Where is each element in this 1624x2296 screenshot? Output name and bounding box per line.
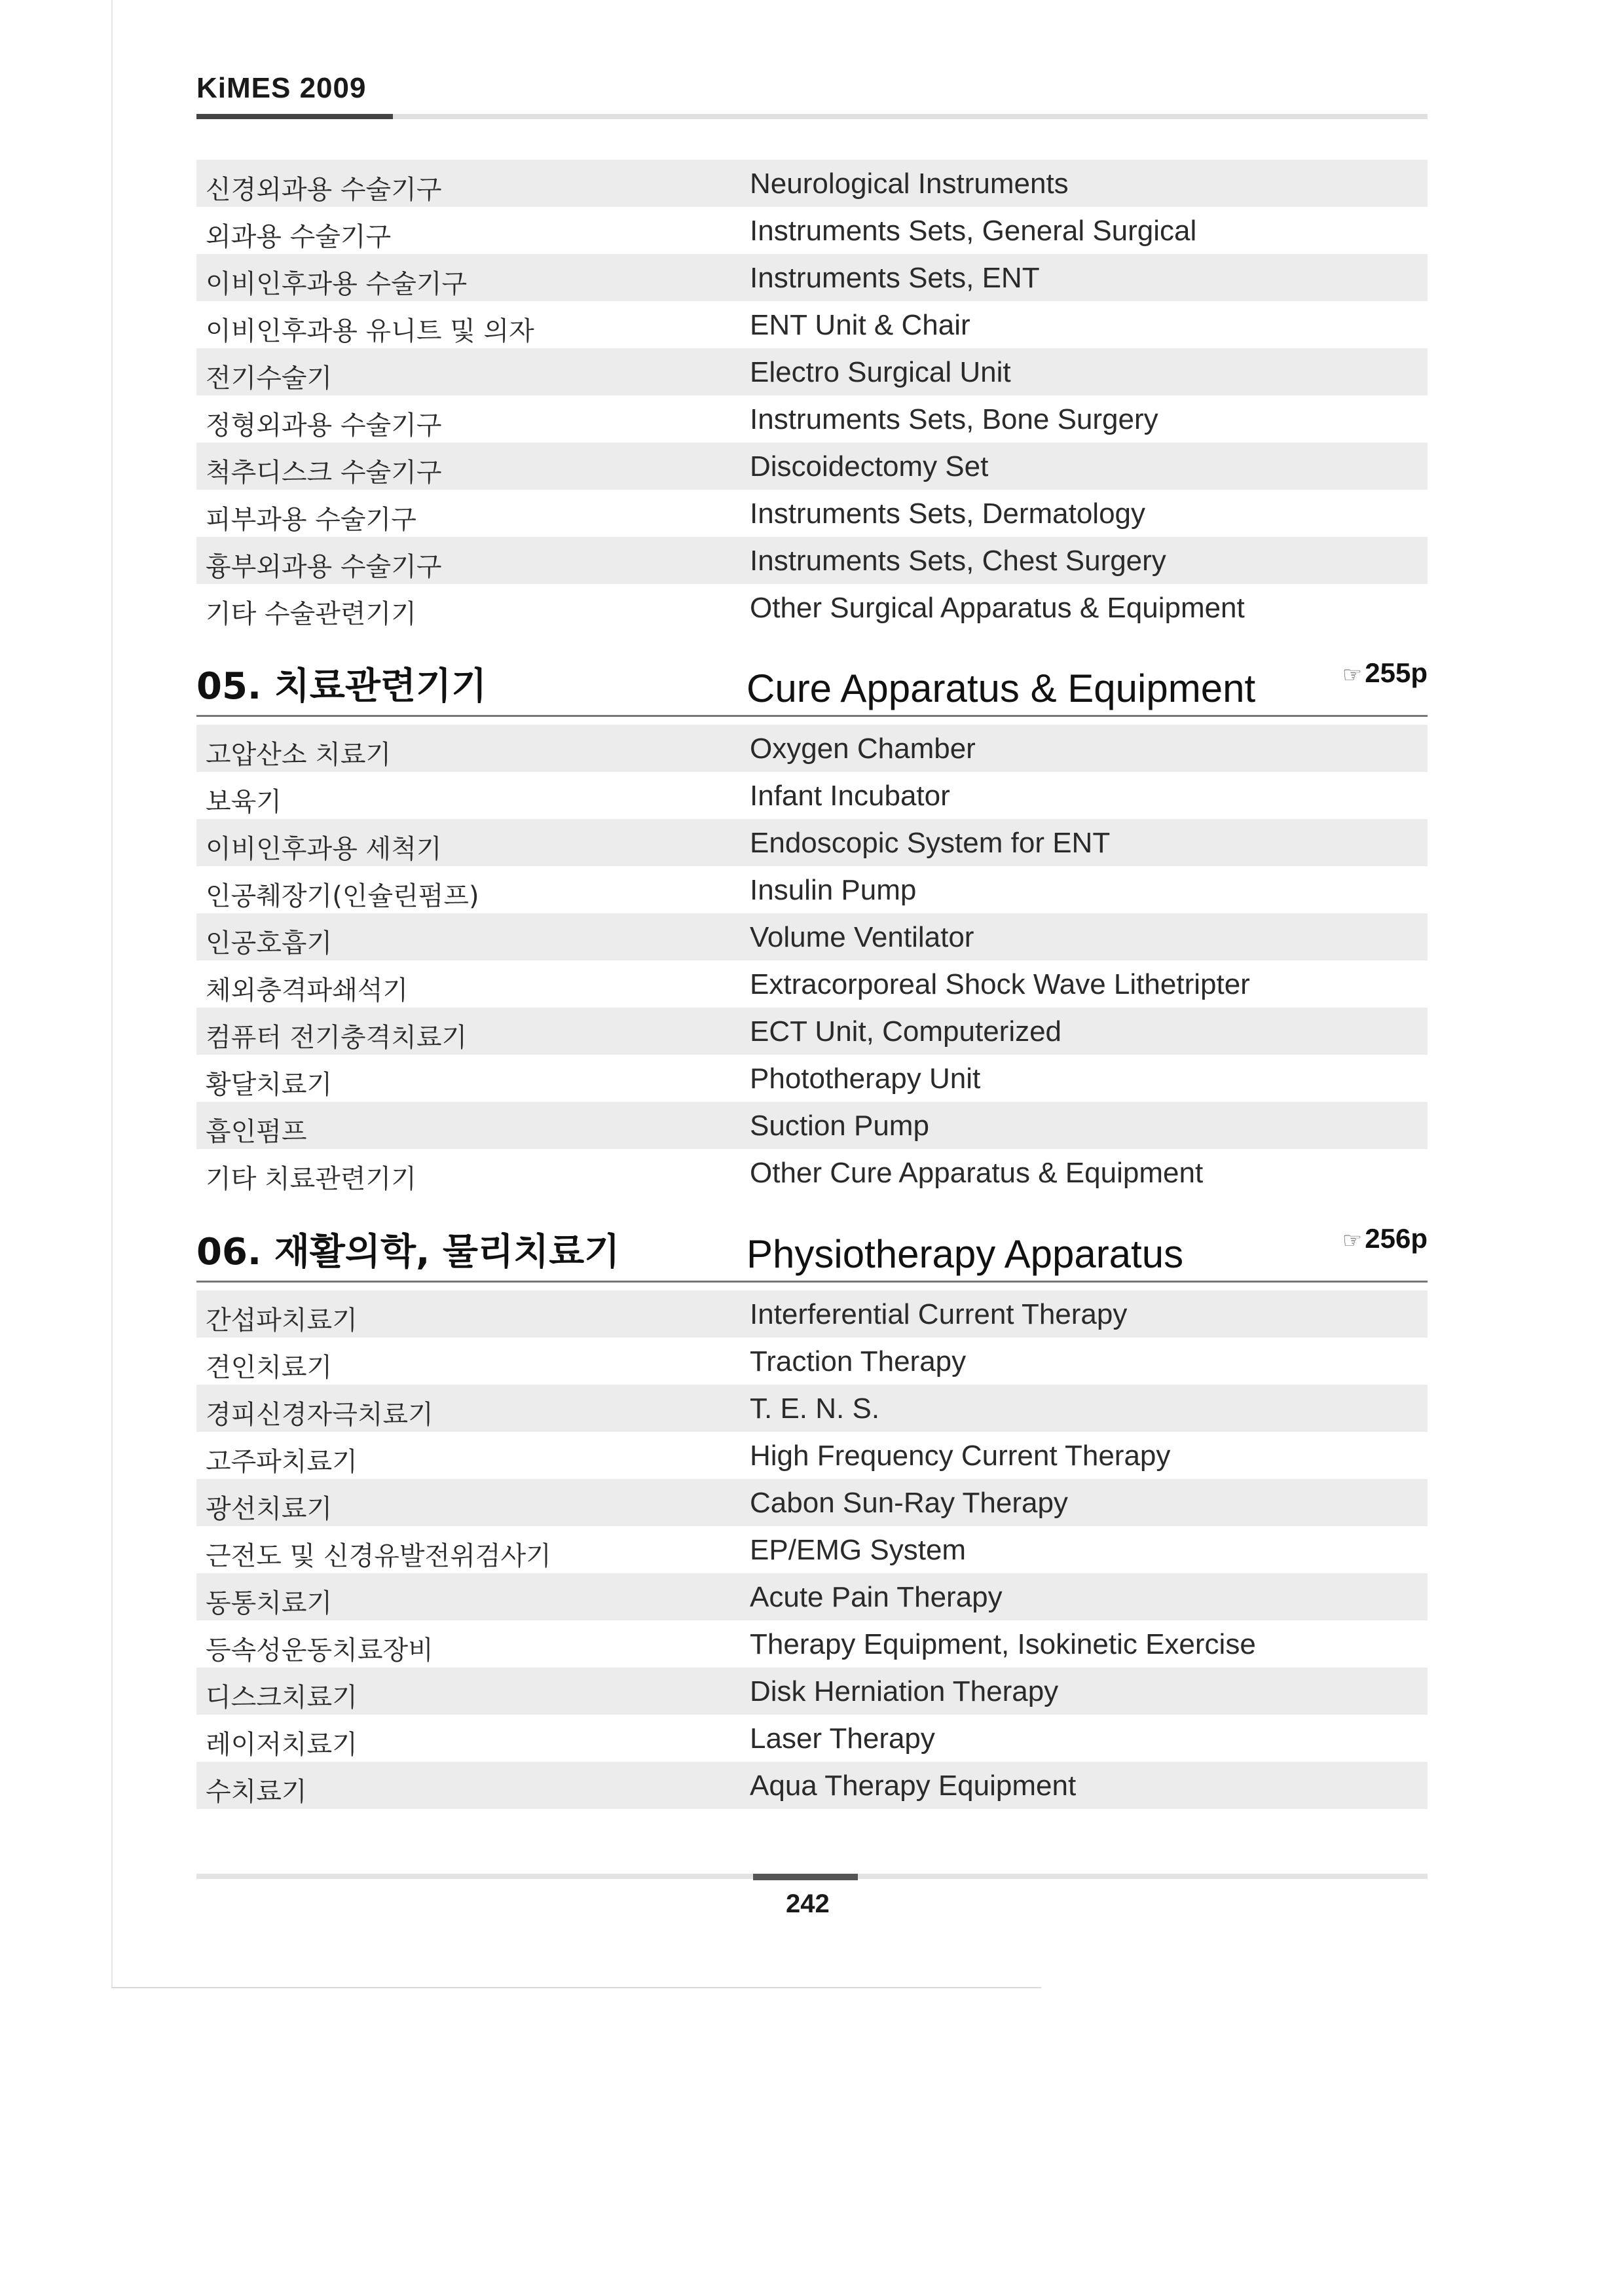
item-en: Suction Pump: [750, 1110, 929, 1142]
page-reference: [1342, 1223, 1428, 1254]
item-en: Extracorporeal Shock Wave Lithetripter: [750, 968, 1250, 1000]
list-item: [196, 160, 1428, 207]
item-ko: 흡인펌프: [206, 1117, 307, 1147]
item-ko: 견인치료기: [206, 1353, 333, 1383]
list-item: [196, 207, 1428, 254]
surgical-list: [196, 160, 1428, 631]
item-en: Laser Therapy: [750, 1722, 935, 1755]
list-item: [196, 1715, 1428, 1762]
item-en: High Frequency Current Therapy: [750, 1440, 1171, 1472]
item-ko: 경피신경자극치료기: [206, 1400, 434, 1430]
list-item: [196, 1620, 1428, 1667]
item-ko: 체외충격파쇄석기: [206, 975, 409, 1006]
list-item: [196, 913, 1428, 960]
list-item: [196, 348, 1428, 395]
item-en: Aqua Therapy Equipment: [750, 1770, 1077, 1802]
list-item: [196, 1055, 1428, 1102]
list-item: [196, 443, 1428, 490]
item-en: Acute Pain Therapy: [750, 1581, 1003, 1613]
list-item: [196, 1573, 1428, 1620]
item-ko: 외과용 수술기구: [206, 222, 392, 252]
item-ko: 이비인후과용 수술기구: [206, 269, 468, 299]
section-cure-apparatus: [196, 657, 1428, 1196]
item-ko: 이비인후과용 세척기: [206, 834, 442, 864]
item-ko: 동통치료기: [206, 1588, 333, 1618]
page-reference-text: 255p: [1365, 657, 1428, 688]
list-item: [196, 819, 1428, 866]
item-en: Instruments Sets, Bone Surgery: [750, 403, 1158, 435]
page-edge-bottom: [111, 1987, 1041, 1988]
list-item: [196, 1102, 1428, 1149]
item-en: Instruments Sets, Chest Surgery: [750, 545, 1166, 577]
section-title-ko: 06. 재활의학, 물리치료기: [196, 1231, 620, 1273]
item-en: Disk Herniation Therapy: [750, 1675, 1059, 1707]
item-ko: 인공췌장기(인슐린펌프): [206, 881, 479, 911]
item-ko: 등속성운동치료장비: [206, 1635, 434, 1666]
item-en: ENT Unit & Chair: [750, 309, 970, 341]
item-ko: 레이저치료기: [206, 1730, 358, 1760]
item-ko: 신경외과용 수술기구: [206, 175, 442, 205]
pointing-hand-icon: ☞: [1342, 1228, 1363, 1253]
item-en: Instruments Sets, General Surgical: [750, 215, 1197, 247]
section-title-en: Cure Apparatus & Equipment: [747, 666, 1256, 710]
item-en: Phototherapy Unit: [750, 1063, 981, 1095]
item-en: T. E. N. S.: [750, 1393, 880, 1425]
item-en: Therapy Equipment, Isokinetic Exercise: [750, 1628, 1256, 1660]
item-ko: 수치료기: [206, 1777, 307, 1807]
item-ko: 정형외과용 수술기구: [206, 410, 442, 441]
item-ko: 인공호흡기: [206, 928, 333, 958]
list-item: [196, 772, 1428, 819]
list-item: [196, 1762, 1428, 1809]
section-title-ko: 05. 치료관련기기: [196, 665, 487, 708]
item-ko: 피부과용 수술기구: [206, 505, 416, 535]
item-en: Volume Ventilator: [750, 921, 974, 953]
list-item: [196, 301, 1428, 348]
list-item: [196, 725, 1428, 772]
item-ko: 보육기: [206, 787, 282, 817]
item-ko: 간섭파치료기: [206, 1305, 358, 1336]
item-ko: 흉부외과용 수술기구: [206, 552, 442, 582]
item-ko: 기타 수술관련기기: [206, 599, 416, 629]
item-ko: 이비인후과용 유니트 및 의자: [206, 316, 534, 346]
item-en: Cabon Sun-Ray Therapy: [750, 1487, 1068, 1519]
page-reference: [1342, 657, 1428, 689]
footer-rule-accent: [753, 1874, 858, 1880]
list-item: [196, 584, 1428, 631]
list-item: [196, 395, 1428, 443]
item-ko: 척추디스크 수술기구: [206, 458, 442, 488]
list-item: [196, 490, 1428, 537]
item-ko: 고주파치료기: [206, 1447, 358, 1477]
list-item: [196, 254, 1428, 301]
item-en: Instruments Sets, ENT: [750, 262, 1040, 294]
item-ko: 디스크치료기: [206, 1683, 358, 1713]
list-item: [196, 1667, 1428, 1715]
item-en: Interferential Current Therapy: [750, 1298, 1128, 1330]
page-number: 242: [786, 1889, 830, 1918]
section-title-en: Physiotherapy Apparatus: [747, 1232, 1184, 1276]
list-item: [196, 1008, 1428, 1055]
item-en: Neurological Instruments: [750, 168, 1069, 200]
list-item: [196, 1385, 1428, 1432]
list-item: [196, 1149, 1428, 1196]
section-heading: [196, 1223, 1428, 1283]
list-item: [196, 866, 1428, 913]
section-heading: [196, 657, 1428, 717]
item-en: Electro Surgical Unit: [750, 356, 1011, 388]
item-ko: 광선치료기: [206, 1494, 333, 1524]
item-ko: 기타 치료관련기기: [206, 1164, 416, 1194]
item-en: Infant Incubator: [750, 780, 950, 812]
list-item: [196, 1338, 1428, 1385]
brand-title: KiMES 2009: [196, 72, 367, 104]
page-edge-left: [111, 0, 113, 1988]
item-en: Other Surgical Apparatus & Equipment: [750, 592, 1245, 624]
item-ko: 컴퓨터 전기충격치료기: [206, 1023, 468, 1053]
item-ko: 고압산소 치료기: [206, 740, 392, 770]
item-en: Insulin Pump: [750, 874, 917, 906]
header-rule-accent: [196, 114, 393, 119]
item-en: ECT Unit, Computerized: [750, 1015, 1062, 1048]
pointing-hand-icon: ☞: [1342, 663, 1363, 687]
item-en: Traction Therapy: [750, 1345, 967, 1377]
list-item: [196, 1526, 1428, 1573]
list-item: [196, 1479, 1428, 1526]
item-en: Other Cure Apparatus & Equipment: [750, 1157, 1204, 1189]
item-en: EP/EMG System: [750, 1534, 967, 1566]
item-ko: 전기수술기: [206, 363, 333, 393]
section-physiotherapy: [196, 1223, 1428, 1809]
list-item: [196, 1432, 1428, 1479]
item-en: Oxygen Chamber: [750, 733, 976, 765]
list-item: [196, 537, 1428, 584]
list-item: [196, 1290, 1428, 1338]
page-reference-text: 256p: [1365, 1223, 1428, 1254]
item-en: Instruments Sets, Dermatology: [750, 498, 1146, 530]
item-en: Endoscopic System for ENT: [750, 827, 1111, 859]
item-ko: 근전도 및 신경유발전위검사기: [206, 1541, 551, 1571]
item-en: Discoidectomy Set: [750, 450, 989, 483]
item-ko: 황달치료기: [206, 1070, 333, 1100]
list-item: [196, 960, 1428, 1008]
